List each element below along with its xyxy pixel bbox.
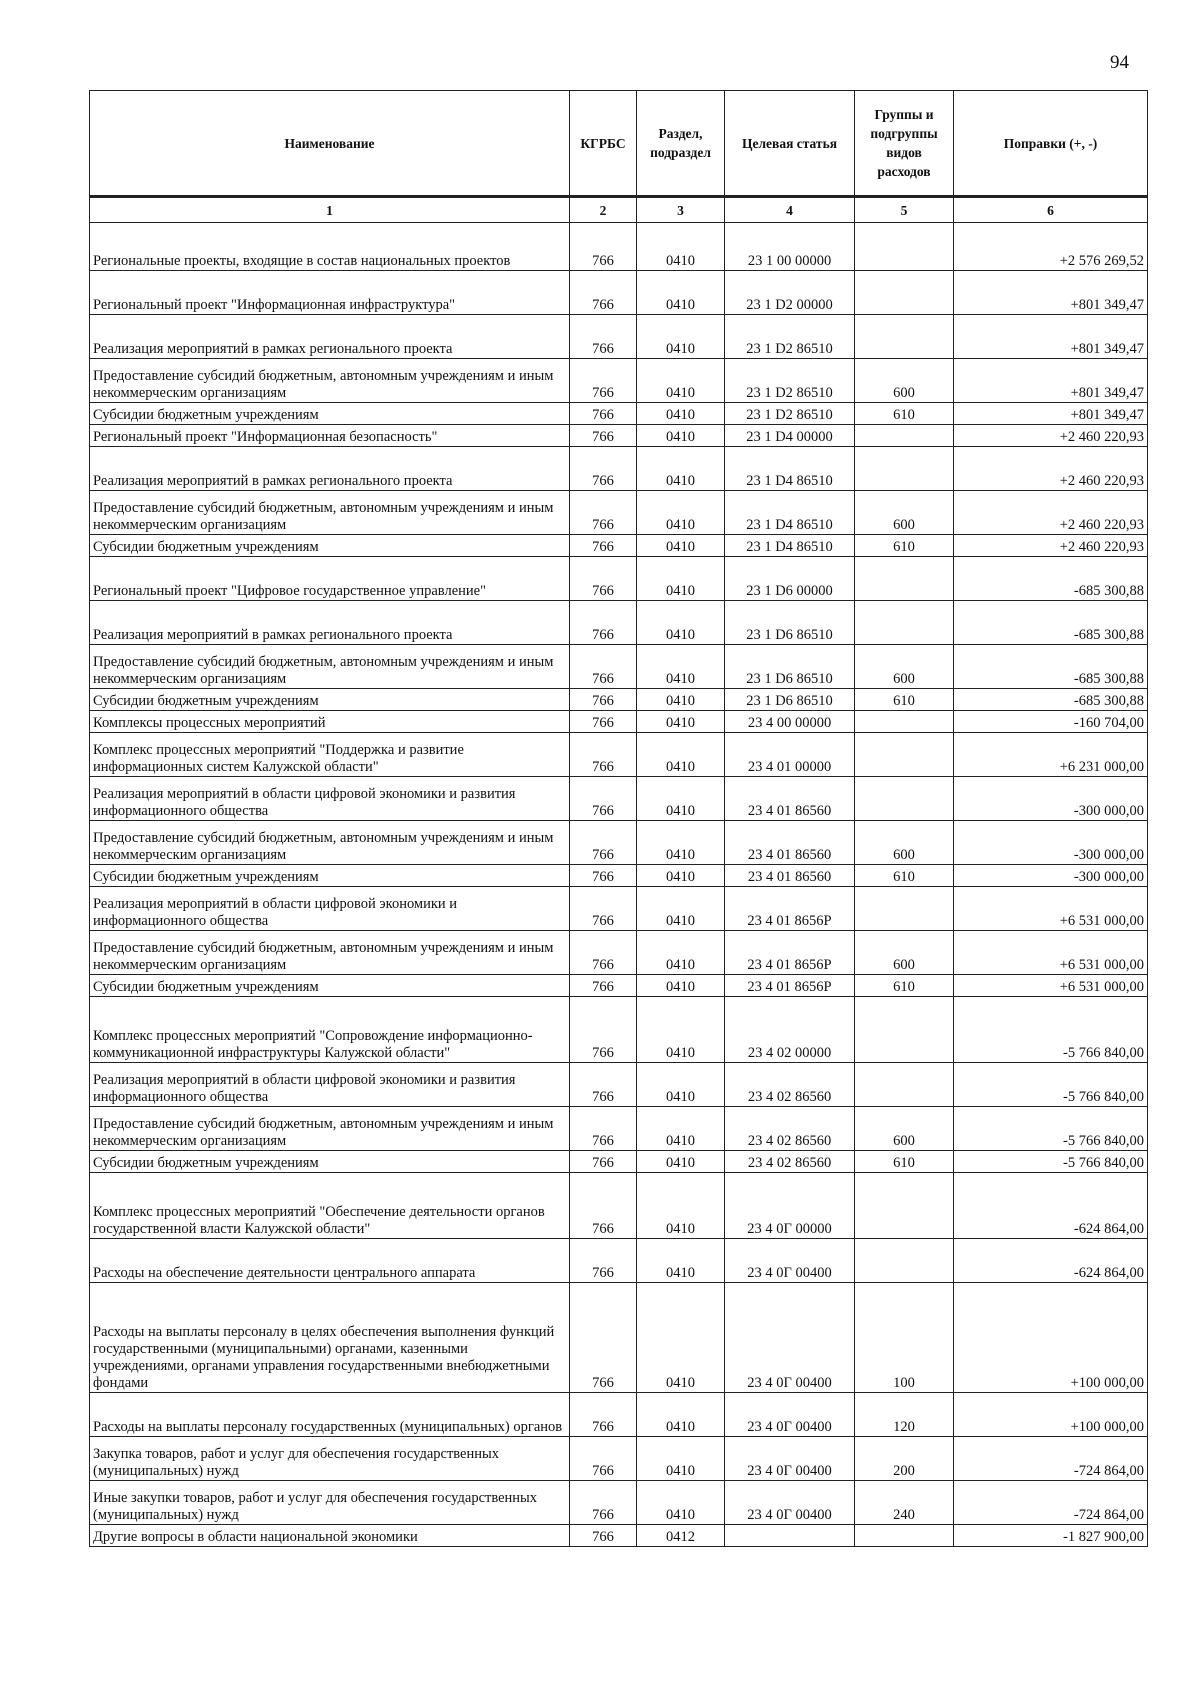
table-row	[90, 223, 1148, 271]
header-name: Наименование	[90, 91, 570, 197]
row-razdel-cell: 0410	[637, 271, 725, 315]
row-amount-cell: +2 460 220,93	[954, 425, 1148, 447]
row-statya-cell: 23 1 D2 86510	[725, 403, 855, 425]
row-name-cell: Реализация мероприятий в области цифровой экономики и развития информационного общества	[90, 1063, 570, 1107]
row-vid-cell	[855, 447, 954, 491]
row-statya-cell: 23 4 0Г 00400	[725, 1481, 855, 1525]
row-vid-cell: 600	[855, 645, 954, 689]
row-statya-cell: 23 1 D6 00000	[725, 557, 855, 601]
row-kgrbs-cell: 766	[570, 223, 637, 271]
row-name-cell: Комплексы процессных мероприятий	[90, 711, 570, 733]
row-kgrbs-cell: 766	[570, 645, 637, 689]
table-row	[90, 1481, 1148, 1525]
row-razdel-cell: 0410	[637, 975, 725, 997]
row-kgrbs-cell: 766	[570, 403, 637, 425]
row-name-cell: Реализация мероприятий в области цифровой экономики и развития информационного общества	[90, 777, 570, 821]
row-razdel-cell: 0410	[637, 733, 725, 777]
row-razdel-cell: 0410	[637, 223, 725, 271]
row-amount-cell: +6 231 000,00	[954, 733, 1148, 777]
row-razdel-cell: 0410	[637, 1063, 725, 1107]
row-statya-cell: 23 4 01 8656P	[725, 975, 855, 997]
row-vid-cell: 600	[855, 931, 954, 975]
row-amount-cell: +2 460 220,93	[954, 447, 1148, 491]
header-kgrbs: КГРБС	[570, 91, 637, 197]
row-name-cell: Субсидии бюджетным учреждениям	[90, 1151, 570, 1173]
table-row	[90, 491, 1148, 535]
row-kgrbs-cell: 766	[570, 601, 637, 645]
row-kgrbs-cell: 766	[570, 777, 637, 821]
row-vid-cell: 200	[855, 1437, 954, 1481]
row-vid-cell	[855, 733, 954, 777]
row-amount-cell: +100 000,00	[954, 1283, 1148, 1393]
row-statya-cell: 23 4 0Г 00400	[725, 1437, 855, 1481]
row-statya-cell: 23 4 0Г 00000	[725, 1173, 855, 1239]
row-amount-cell: -300 000,00	[954, 865, 1148, 887]
row-statya-cell: 23 4 0Г 00400	[725, 1393, 855, 1437]
row-amount-cell: -160 704,00	[954, 711, 1148, 733]
row-amount-cell: +6 531 000,00	[954, 975, 1148, 997]
row-razdel-cell: 0410	[637, 315, 725, 359]
row-vid-cell	[855, 1239, 954, 1283]
row-kgrbs-cell: 766	[570, 689, 637, 711]
row-amount-cell: -724 864,00	[954, 1481, 1148, 1525]
table-body	[90, 223, 1148, 1547]
row-amount-cell: -300 000,00	[954, 777, 1148, 821]
row-name-cell: Субсидии бюджетным учреждениям	[90, 689, 570, 711]
row-name-cell: Региональный проект "Информационная инфраструктура"	[90, 271, 570, 315]
row-amount-cell: -300 000,00	[954, 821, 1148, 865]
row-kgrbs-cell: 766	[570, 1393, 637, 1437]
column-number: 4	[725, 197, 855, 223]
row-razdel-cell: 0410	[637, 1481, 725, 1525]
row-kgrbs-cell: 766	[570, 997, 637, 1063]
header-statya: Целевая статья	[725, 91, 855, 197]
row-razdel-cell: 0410	[637, 1151, 725, 1173]
table-row	[90, 359, 1148, 403]
row-razdel-cell: 0410	[637, 403, 725, 425]
row-vid-cell	[855, 777, 954, 821]
row-amount-cell: +2 576 269,52	[954, 223, 1148, 271]
row-amount-cell: -685 300,88	[954, 557, 1148, 601]
row-name-cell: Другие вопросы в области национальной экономики	[90, 1525, 570, 1547]
table-row	[90, 733, 1148, 777]
row-statya-cell: 23 1 00 00000	[725, 223, 855, 271]
row-razdel-cell: 0410	[637, 887, 725, 931]
table-row	[90, 975, 1148, 997]
row-name-cell: Реализация мероприятий в рамках регионального проекта	[90, 447, 570, 491]
table-row	[90, 931, 1148, 975]
row-kgrbs-cell: 766	[570, 447, 637, 491]
row-statya-cell: 23 4 02 86560	[725, 1151, 855, 1173]
table-row	[90, 315, 1148, 359]
row-kgrbs-cell: 766	[570, 491, 637, 535]
row-vid-cell	[855, 997, 954, 1063]
row-razdel-cell: 0410	[637, 447, 725, 491]
table-row	[90, 1151, 1148, 1173]
column-number: 5	[855, 197, 954, 223]
row-statya-cell: 23 4 02 00000	[725, 997, 855, 1063]
table-row	[90, 1239, 1148, 1283]
row-statya-cell: 23 1 D2 00000	[725, 271, 855, 315]
row-amount-cell: +6 531 000,00	[954, 887, 1148, 931]
table-row	[90, 601, 1148, 645]
row-amount-cell: +801 349,47	[954, 403, 1148, 425]
row-amount-cell: +2 460 220,93	[954, 491, 1148, 535]
row-kgrbs-cell: 766	[570, 1173, 637, 1239]
page-number: 94	[1110, 52, 1129, 73]
row-vid-cell	[855, 271, 954, 315]
row-statya-cell	[725, 1525, 855, 1547]
row-kgrbs-cell: 766	[570, 931, 637, 975]
row-vid-cell	[855, 557, 954, 601]
row-kgrbs-cell: 766	[570, 733, 637, 777]
row-vid-cell	[855, 315, 954, 359]
row-vid-cell	[855, 223, 954, 271]
row-amount-cell: -624 864,00	[954, 1239, 1148, 1283]
column-number: 6	[954, 197, 1148, 223]
row-vid-cell	[855, 1063, 954, 1107]
row-razdel-cell: 0410	[637, 1393, 725, 1437]
row-statya-cell: 23 4 0Г 00400	[725, 1283, 855, 1393]
row-razdel-cell: 0410	[637, 821, 725, 865]
row-razdel-cell: 0410	[637, 1173, 725, 1239]
row-name-cell: Региональный проект "Информационная безопасность"	[90, 425, 570, 447]
row-name-cell: Расходы на выплаты персоналу в целях обеспечения выполнения функций государственными (муниципальными) органами, казенными учреждениями, органами управления государственными внебюджетными фондами	[90, 1283, 570, 1393]
row-statya-cell: 23 1 D2 86510	[725, 359, 855, 403]
column-number: 1	[90, 197, 570, 223]
row-vid-cell: 240	[855, 1481, 954, 1525]
row-vid-cell: 610	[855, 403, 954, 425]
table-row	[90, 1107, 1148, 1151]
header-vid: Группы и подгруппы видов расходов	[855, 91, 954, 197]
row-name-cell: Иные закупки товаров, работ и услуг для обеспечения государственных (муниципальных) нужд	[90, 1481, 570, 1525]
row-amount-cell: -624 864,00	[954, 1173, 1148, 1239]
row-statya-cell: 23 1 D6 86510	[725, 645, 855, 689]
row-kgrbs-cell: 766	[570, 1239, 637, 1283]
table-row	[90, 535, 1148, 557]
row-kgrbs-cell: 766	[570, 1283, 637, 1393]
header-razdel: Раздел, подраздел	[637, 91, 725, 197]
row-name-cell: Реализация мероприятий в рамках регионального проекта	[90, 315, 570, 359]
table-row	[90, 1173, 1148, 1239]
row-kgrbs-cell: 766	[570, 1107, 637, 1151]
row-amount-cell: +801 349,47	[954, 359, 1148, 403]
row-statya-cell: 23 1 D6 86510	[725, 601, 855, 645]
row-amount-cell: -5 766 840,00	[954, 1151, 1148, 1173]
row-vid-cell	[855, 711, 954, 733]
row-razdel-cell: 0410	[637, 645, 725, 689]
row-statya-cell: 23 4 02 86560	[725, 1063, 855, 1107]
row-razdel-cell: 0410	[637, 359, 725, 403]
row-razdel-cell: 0410	[637, 557, 725, 601]
row-name-cell: Предоставление субсидий бюджетным, автономным учреждениям и иным некоммерческим организациям	[90, 1107, 570, 1151]
row-amount-cell: +6 531 000,00	[954, 931, 1148, 975]
row-vid-cell: 100	[855, 1283, 954, 1393]
row-name-cell: Субсидии бюджетным учреждениям	[90, 865, 570, 887]
row-razdel-cell: 0410	[637, 535, 725, 557]
table-row	[90, 689, 1148, 711]
row-razdel-cell: 0410	[637, 1239, 725, 1283]
row-name-cell: Комплекс процессных мероприятий "Поддержка и развитие информационных систем Калужской области"	[90, 733, 570, 777]
row-name-cell: Субсидии бюджетным учреждениям	[90, 403, 570, 425]
column-number: 3	[637, 197, 725, 223]
row-name-cell: Реализация мероприятий в области цифровой экономики и информационного общества	[90, 887, 570, 931]
row-kgrbs-cell: 766	[570, 271, 637, 315]
row-amount-cell: -685 300,88	[954, 601, 1148, 645]
row-kgrbs-cell: 766	[570, 1063, 637, 1107]
column-number-row	[90, 197, 1148, 223]
row-razdel-cell: 0410	[637, 997, 725, 1063]
row-statya-cell: 23 4 01 86560	[725, 865, 855, 887]
row-amount-cell: +2 460 220,93	[954, 535, 1148, 557]
table-row	[90, 403, 1148, 425]
row-vid-cell: 600	[855, 1107, 954, 1151]
table-row	[90, 1437, 1148, 1481]
row-name-cell: Предоставление субсидий бюджетным, автономным учреждениям и иным некоммерческим организациям	[90, 931, 570, 975]
row-statya-cell: 23 1 D4 86510	[725, 535, 855, 557]
row-name-cell: Комплекс процессных мероприятий "Сопровождение информационно-коммуникационной инфраструктуры Калужской области"	[90, 997, 570, 1063]
row-kgrbs-cell: 766	[570, 1437, 637, 1481]
table-row	[90, 821, 1148, 865]
row-name-cell: Предоставление субсидий бюджетным, автономным учреждениям и иным некоммерческим организациям	[90, 645, 570, 689]
row-razdel-cell: 0410	[637, 689, 725, 711]
row-statya-cell: 23 4 01 86560	[725, 777, 855, 821]
table-row	[90, 645, 1148, 689]
row-kgrbs-cell: 766	[570, 425, 637, 447]
row-kgrbs-cell: 766	[570, 711, 637, 733]
row-amount-cell: +801 349,47	[954, 271, 1148, 315]
row-kgrbs-cell: 766	[570, 821, 637, 865]
table-row	[90, 1063, 1148, 1107]
row-kgrbs-cell: 766	[570, 1151, 637, 1173]
row-statya-cell: 23 1 D4 86510	[725, 491, 855, 535]
row-amount-cell: +100 000,00	[954, 1393, 1148, 1437]
table-row	[90, 887, 1148, 931]
budget-amendments-table	[89, 90, 1148, 1547]
table-row	[90, 557, 1148, 601]
row-amount-cell: -685 300,88	[954, 689, 1148, 711]
table-row	[90, 271, 1148, 315]
row-name-cell: Предоставление субсидий бюджетным, автономным учреждениям и иным некоммерческим организациям	[90, 491, 570, 535]
row-statya-cell: 23 4 01 86560	[725, 821, 855, 865]
row-statya-cell: 23 1 D4 00000	[725, 425, 855, 447]
row-name-cell: Расходы на выплаты персоналу государственных (муниципальных) органов	[90, 1393, 570, 1437]
row-kgrbs-cell: 766	[570, 1481, 637, 1525]
row-amount-cell: -685 300,88	[954, 645, 1148, 689]
row-razdel-cell: 0410	[637, 425, 725, 447]
row-vid-cell: 610	[855, 975, 954, 997]
table-row	[90, 1283, 1148, 1393]
row-vid-cell: 610	[855, 865, 954, 887]
row-razdel-cell: 0410	[637, 1107, 725, 1151]
row-statya-cell: 23 4 0Г 00400	[725, 1239, 855, 1283]
row-name-cell: Субсидии бюджетным учреждениям	[90, 975, 570, 997]
row-statya-cell: 23 1 D6 86510	[725, 689, 855, 711]
row-amount-cell: -5 766 840,00	[954, 997, 1148, 1063]
column-number: 2	[570, 197, 637, 223]
table-row	[90, 865, 1148, 887]
row-vid-cell: 600	[855, 491, 954, 535]
row-statya-cell: 23 1 D4 86510	[725, 447, 855, 491]
row-amount-cell: -5 766 840,00	[954, 1107, 1148, 1151]
row-razdel-cell: 0410	[637, 1437, 725, 1481]
row-vid-cell: 600	[855, 359, 954, 403]
row-name-cell: Региональный проект "Цифровое государственное управление"	[90, 557, 570, 601]
row-vid-cell: 610	[855, 1151, 954, 1173]
row-vid-cell	[855, 1525, 954, 1547]
row-vid-cell: 610	[855, 535, 954, 557]
row-vid-cell	[855, 425, 954, 447]
row-razdel-cell: 0410	[637, 931, 725, 975]
table-header-row	[90, 91, 1148, 197]
row-razdel-cell: 0410	[637, 491, 725, 535]
row-name-cell: Расходы на обеспечение деятельности центрального аппарата	[90, 1239, 570, 1283]
row-name-cell: Региональные проекты, входящие в состав национальных проектов	[90, 223, 570, 271]
row-razdel-cell: 0410	[637, 1283, 725, 1393]
row-statya-cell: 23 4 02 86560	[725, 1107, 855, 1151]
table-row	[90, 1525, 1148, 1547]
row-name-cell: Закупка товаров, работ и услуг для обеспечения государственных (муниципальных) нужд	[90, 1437, 570, 1481]
row-vid-cell	[855, 887, 954, 931]
row-name-cell: Комплекс процессных мероприятий "Обеспечение деятельности органов государственной власти Калужской области"	[90, 1173, 570, 1239]
row-amount-cell: -724 864,00	[954, 1437, 1148, 1481]
row-statya-cell: 23 4 01 8656P	[725, 887, 855, 931]
row-razdel-cell: 0410	[637, 865, 725, 887]
row-vid-cell	[855, 1173, 954, 1239]
row-vid-cell: 600	[855, 821, 954, 865]
row-statya-cell: 23 4 01 00000	[725, 733, 855, 777]
row-razdel-cell: 0412	[637, 1525, 725, 1547]
row-kgrbs-cell: 766	[570, 315, 637, 359]
row-kgrbs-cell: 766	[570, 1525, 637, 1547]
row-statya-cell: 23 4 00 00000	[725, 711, 855, 733]
row-name-cell: Субсидии бюджетным учреждениям	[90, 535, 570, 557]
row-razdel-cell: 0410	[637, 711, 725, 733]
row-kgrbs-cell: 766	[570, 535, 637, 557]
row-name-cell: Предоставление субсидий бюджетным, автономным учреждениям и иным некоммерческим организациям	[90, 821, 570, 865]
row-kgrbs-cell: 766	[570, 975, 637, 997]
row-razdel-cell: 0410	[637, 777, 725, 821]
row-kgrbs-cell: 766	[570, 557, 637, 601]
row-statya-cell: 23 1 D2 86510	[725, 315, 855, 359]
row-amount-cell: +801 349,47	[954, 315, 1148, 359]
row-vid-cell	[855, 601, 954, 645]
table-row	[90, 1393, 1148, 1437]
row-statya-cell: 23 4 01 8656P	[725, 931, 855, 975]
table-row	[90, 711, 1148, 733]
row-amount-cell: -5 766 840,00	[954, 1063, 1148, 1107]
row-razdel-cell: 0410	[637, 601, 725, 645]
row-kgrbs-cell: 766	[570, 887, 637, 931]
row-vid-cell: 120	[855, 1393, 954, 1437]
row-kgrbs-cell: 766	[570, 865, 637, 887]
header-amount: Поправки (+, -)	[954, 91, 1148, 197]
table-row	[90, 997, 1148, 1063]
table-row	[90, 777, 1148, 821]
table-row	[90, 447, 1148, 491]
row-kgrbs-cell: 766	[570, 359, 637, 403]
row-amount-cell: -1 827 900,00	[954, 1525, 1148, 1547]
row-name-cell: Предоставление субсидий бюджетным, автономным учреждениям и иным некоммерческим организациям	[90, 359, 570, 403]
row-name-cell: Реализация мероприятий в рамках регионального проекта	[90, 601, 570, 645]
table-row	[90, 425, 1148, 447]
row-vid-cell: 610	[855, 689, 954, 711]
